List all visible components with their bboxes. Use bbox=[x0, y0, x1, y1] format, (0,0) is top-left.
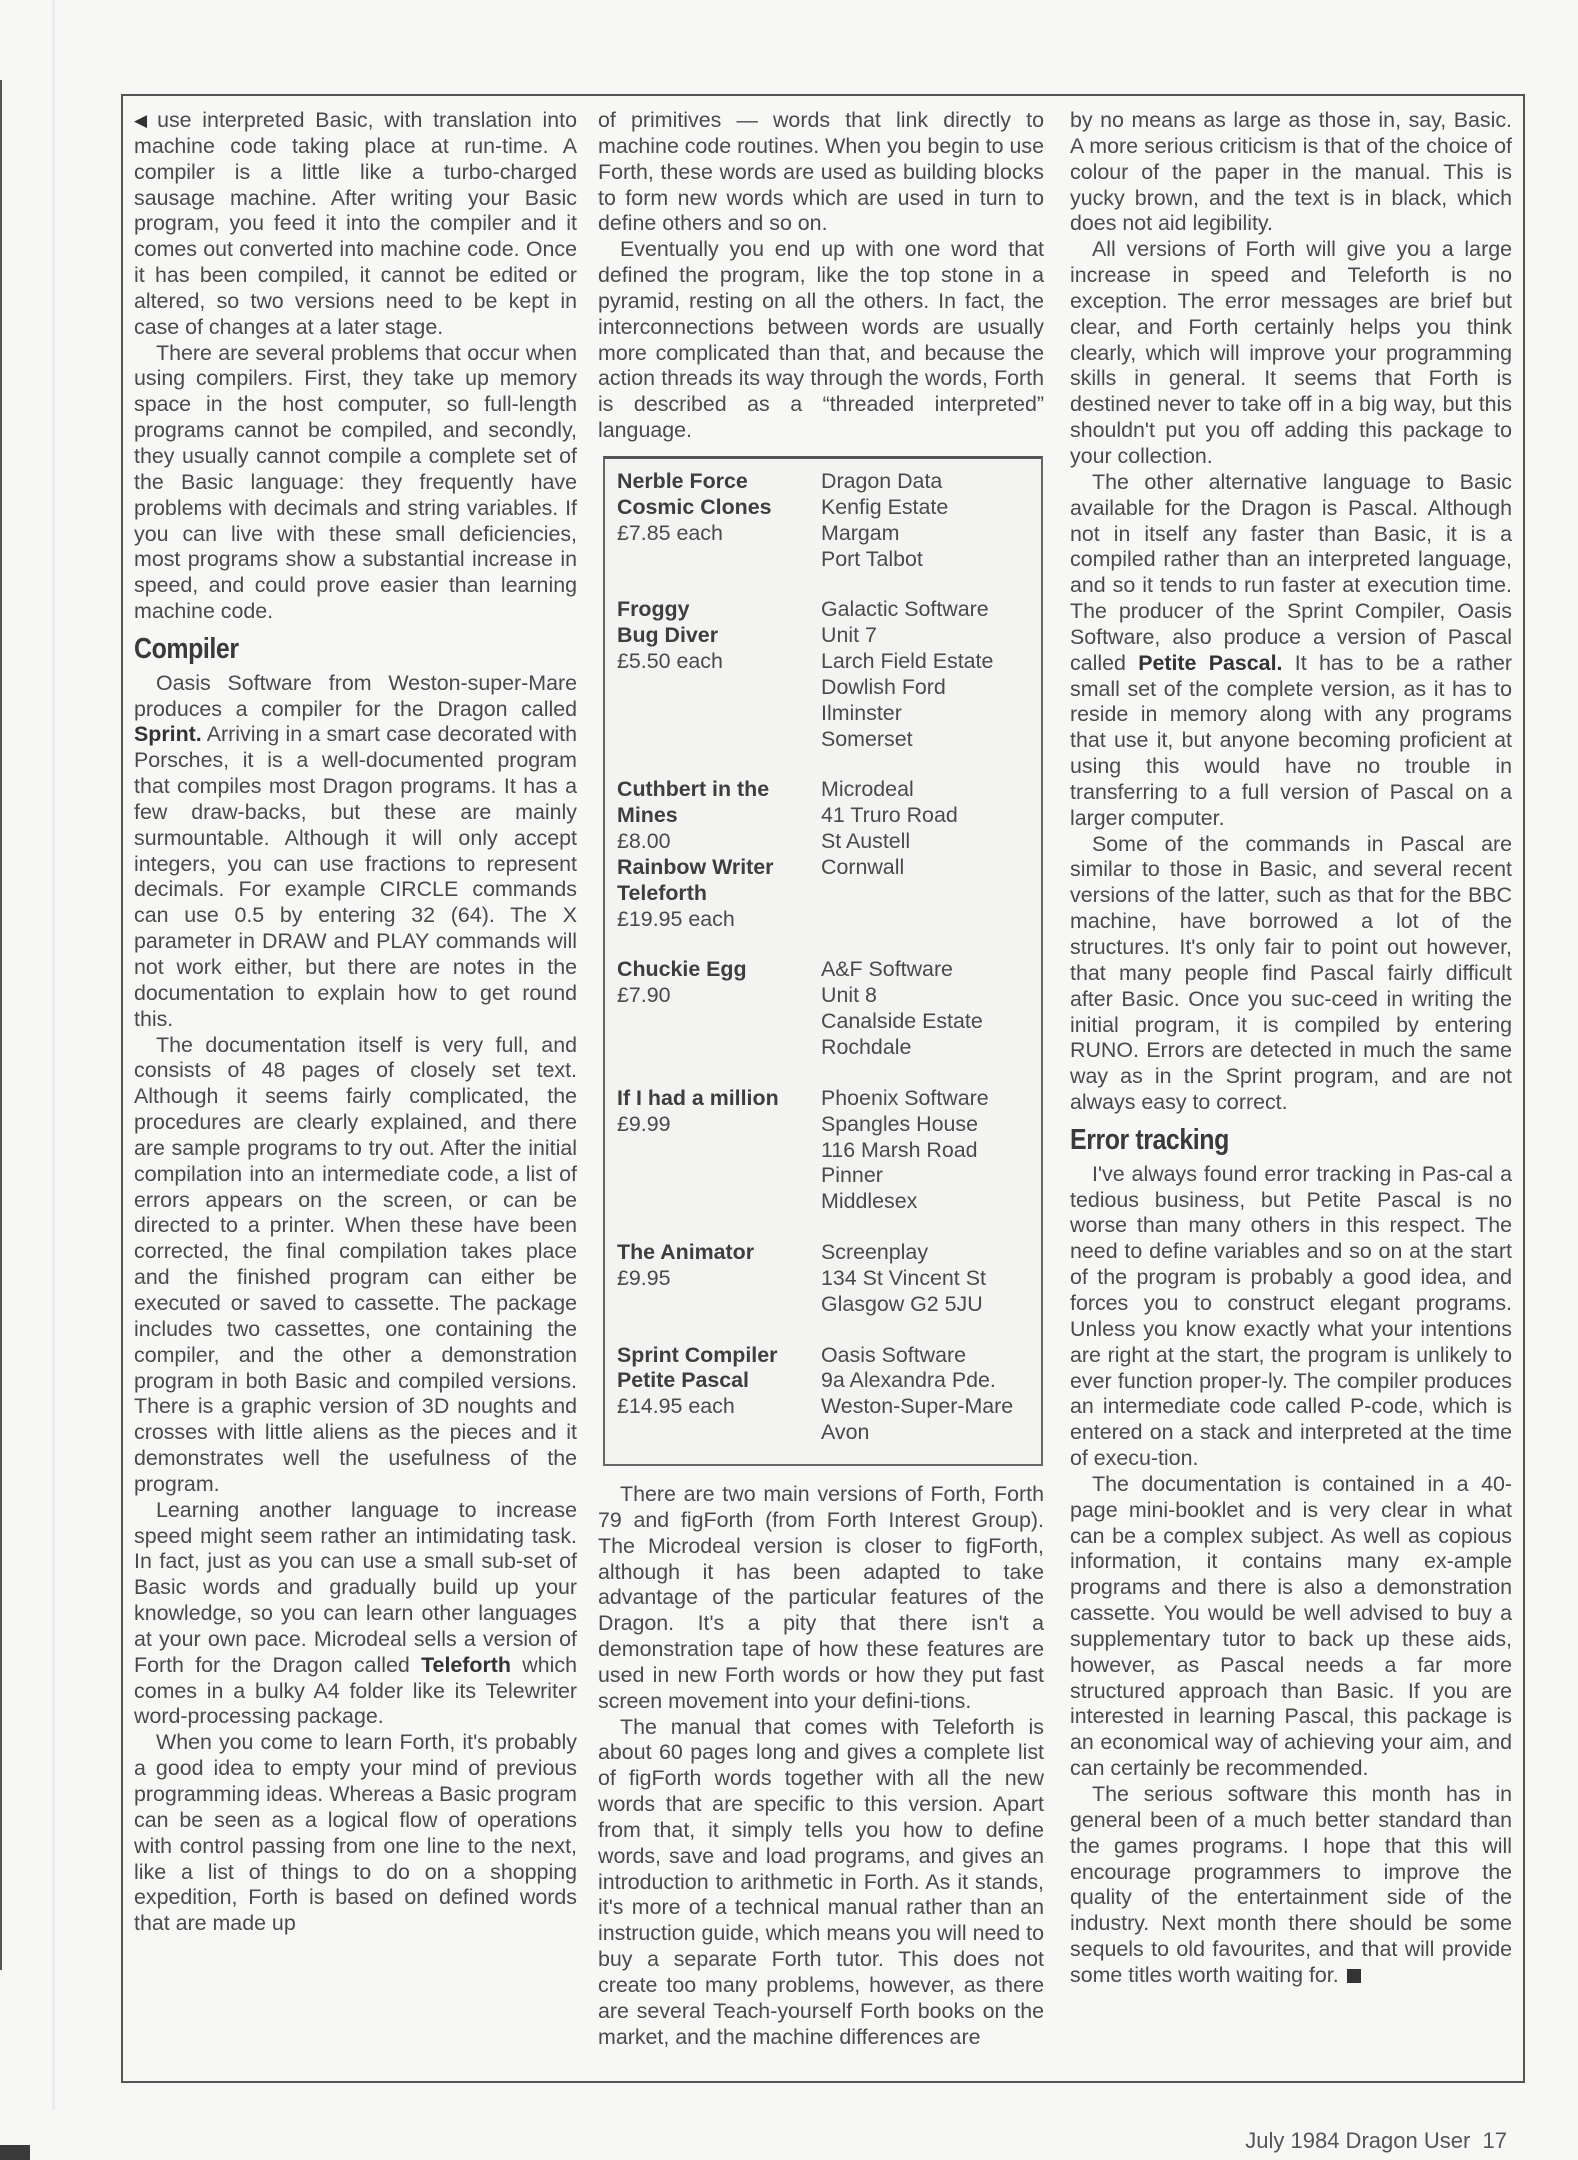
paragraph: The other alternative language to Basic available for the Dragon is Pascal. Although not in itself any faster than Basic, it is a compiled rather than an interpreted language, and so it tends to run faster at execution time. The producer of the Sprint Compiler, Oasis Software, also produce a version of Pascal called Petite Pascal. It has to be a rather small set of the complete version, as it has to reside in memory along with any programs that use it, but anyone becoming proficient at using this would have no trouble in transferring to a full version of Pascal on a larger computer. bbox=[1070, 469, 1512, 830]
product-price: £8.00 bbox=[617, 829, 671, 854]
paragraph: There are two main versions of Forth, Forth 79 and figForth (from Forth Interest Group). The Microdeal version is closer to figForth, although it has been adapted to take advantage of the particular features of the Dragon. It's a pity that there isn't a demonstration tape of how these features are used in new Forth words or how they put fast screen movement into your defini-tions. bbox=[598, 1481, 1044, 1713]
article-column-3 bbox=[1070, 108, 1512, 1989]
product-title: Cuthbert in the Mines bbox=[617, 777, 770, 828]
paragraph: Some of the commands in Pascal are similar to those in Basic, and several recent versions of the latter, such as that for the BBC machine, have borrowed a lot of the structures. It's only fair to point out however, that many people find Pascal fairly difficult after Basic. Once you suc-ceed in writing the initial program, it is compiled by entering RUNO. Errors are detected in much the same way as in the Sprint program, and are not always easy to correct. bbox=[1070, 831, 1512, 1115]
product-title: If I had a million bbox=[617, 1085, 779, 1110]
product-name-sprint: Sprint. bbox=[134, 722, 202, 747]
paragraph: Oasis Software from Weston-super-Mare produces a compiler for the Dragon called Sprint. Arriving in a smart case decorated with Porsches, it is a well-documented program that compiles most Dragon programs. It has a few draw-backs, but these are mainly surmountable. Although it will only accept integers, you can use fractions to represent decimals. For example CIRCLE commands can use 0.5 by entering 32 (64). The X parameter in DRAW and PLAY commands will not work either, but there are notes in the documentation to explain how to get round this. bbox=[134, 670, 577, 1031]
article-column-1 bbox=[134, 108, 577, 1937]
continued-arrow-icon: ◀ bbox=[134, 111, 148, 130]
product-entry bbox=[617, 957, 1031, 1060]
product-entry bbox=[617, 777, 1031, 932]
page-number: 17 bbox=[1482, 2128, 1507, 2153]
product-title: Froggy bbox=[617, 597, 690, 622]
product-info-box bbox=[603, 456, 1043, 1466]
paragraph: I've always found error tracking in Pas-cal a tedious business, but Petite Pascal is no worse than many others in this respect. The need to define variables and so on at the start of the program is probably a good idea, and forces you to construct elegant programs. Unless you know exactly what your intentions are right at the start, the program is unlikely to ever function proper-ly. The compiler produces an intermediate code called P-code, which is entered on a stack and interpreted at the time of execu-tion. bbox=[1070, 1161, 1512, 1471]
product-title: Petite Pascal bbox=[617, 1368, 749, 1393]
paragraph: ◀ use interpreted Basic, with translation into machine code taking place at run-time. A compiler is a little like a turbo-charged sausage machine. After writing your Basic program, you feed it into the compiler and it comes out converted into machine code. Once it has been compiled, it cannot be edited or altered, so two versions need to be kept in case of changes at a later stage. bbox=[134, 108, 577, 339]
product-name-teleforth: Teleforth bbox=[421, 1652, 511, 1677]
page-fold-line bbox=[52, 0, 55, 2110]
product-entry bbox=[617, 1086, 1031, 1215]
product-price: £19.95 each bbox=[617, 906, 735, 931]
paragraph: by no means as large as those in, say, Basic. A more serious criticism is that of the choice of colour of the paper in the manual. This is yucky brown, and the text is in black, which does not aid legibility. bbox=[1070, 108, 1512, 236]
product-entry bbox=[617, 1343, 1031, 1446]
product-title: The Animator bbox=[617, 1240, 755, 1265]
product-title: Nerble Force bbox=[617, 468, 748, 493]
product-price: £7.90 bbox=[617, 983, 671, 1008]
product-price: £14.95 each bbox=[617, 1394, 735, 1419]
paragraph: Eventually you end up with one word that defined the program, like the top stone in a pyramid, resting on all the others. In fact, the interconnections between words are usually more complicated than that, and because the action threads its way through the words, Forth is described as a “threaded interpreted” language. bbox=[598, 237, 1044, 443]
product-price: £9.99 bbox=[617, 1111, 671, 1136]
paragraph: There are several problems that occur when using compilers. First, they take up memory space in the host computer, so full-length programs cannot be compiled, and secondly, they usually cannot compile a complete set of the Basic language: they frequently have problems with decimals and string variables. If you can live with these small deficiencies, most programs show a substantial increase in speed, and could prove easier than learning machine code. bbox=[134, 340, 577, 624]
publisher-address: Microdeal 41 Truro Road St Austell Cornwall bbox=[821, 777, 958, 879]
section-heading-compiler: Compiler bbox=[134, 632, 239, 665]
product-title: Bug Diver bbox=[617, 623, 719, 648]
product-entry bbox=[617, 597, 1031, 752]
end-of-article-square-icon bbox=[1347, 1969, 1361, 1983]
section-heading-error-tracking: Error tracking bbox=[1070, 1123, 1229, 1156]
page-edge-shadow bbox=[0, 80, 2, 1970]
publisher-address: Dragon Data Kenfig Estate Margam Port Talbot bbox=[821, 468, 949, 571]
publisher-address: Screenplay 134 St Vincent St Glasgow G2 5JU bbox=[821, 1240, 986, 1316]
product-title: Sprint Compiler bbox=[617, 1342, 778, 1367]
product-price: £7.85 each bbox=[617, 520, 723, 545]
product-entry bbox=[617, 1240, 1031, 1318]
paragraph: Learning another language to increase speed might seem rather an intimidating task. In fact, just as you can use a small sub-set of Basic words and gradually build up your knowledge, so you can learn other languages at your own pace. Microdeal sells a version of Forth for the Dragon called Teleforth which comes in a bulky A4 folder like its Telewriter word-processing package. bbox=[134, 1497, 577, 1729]
scan-corner-mark bbox=[0, 2145, 30, 2160]
issue-label: July 1984 Dragon User bbox=[1245, 2128, 1471, 2153]
publisher-address: Phoenix Software Spangles House 116 Marsh Road Pinner Middlesex bbox=[821, 1085, 989, 1214]
paragraph: of primitives — words that link directly to machine code routines. When you begin to use Forth, these words are used as building blocks to form new words which are used in turn to define others and so on. bbox=[598, 108, 1044, 236]
product-title: Cosmic Clones bbox=[617, 494, 772, 519]
product-title: Teleforth bbox=[617, 880, 707, 905]
paragraph: All versions of Forth will give you a large increase in speed and Teleforth is no exception. The error messages are brief but clear, and Forth certainly helps you think clearly, which will improve your programming skills in general. It seems that Forth is destined never to take off in a big way, but this shouldn't put you off adding this package to your collection. bbox=[1070, 237, 1512, 468]
paragraph: When you come to learn Forth, it's probably a good idea to empty your mind of previous programming ideas. Whereas a Basic program can be seen as a logical flow of operations with control passing from one line to the next, like a list of things to do on a shopping expedition, Forth is based on defined words that are made up bbox=[134, 1730, 577, 1936]
publisher-address: Oasis Software 9a Alexandra Pde. Weston-Super-Mare Avon bbox=[821, 1342, 1014, 1445]
page-footer bbox=[1245, 2128, 1507, 2154]
product-entry bbox=[617, 469, 1031, 572]
paragraph: The manual that comes with Teleforth is about 60 pages long and gives a complete list of figForth words together with all the new words that are specific to this version. Apart from that, it simply tells you how to define words, save and load programs, and gives an introduction to arithmetic in Forth. As it stands, it's more of a technical manual rather than an instruction guide, which means you will need to buy a separate Forth tutor. This does not create too many problems, however, as there are several Teach-yourself Forth books on the market, and the machine differences are bbox=[598, 1714, 1044, 2049]
product-price: £9.95 bbox=[617, 1265, 671, 1290]
product-price: £5.50 each bbox=[617, 649, 723, 674]
article-column-2 bbox=[598, 108, 1044, 2051]
publisher-address: A&F Software Unit 8 Canalside Estate Rochdale bbox=[821, 957, 983, 1059]
product-title: Rainbow Writer bbox=[617, 854, 774, 879]
paragraph: The documentation is contained in a 40-page mini-booklet and is very clear in what can be a complex subject. As well as copious information, it contains many ex-ample programs and there is also a demonstration cassette. You would be well advised to buy a supplementary tutor to back up these aids, however, as Pascal needs a far more structured approach than Basic. If you are interested in learning Pascal, this package is an economical way of achieving your aim, and can certainly be recommended. bbox=[1070, 1471, 1512, 1781]
product-name-petite-pascal: Petite Pascal. bbox=[1138, 650, 1283, 675]
product-title: Chuckie Egg bbox=[617, 957, 747, 982]
publisher-address: Galactic Software Unit 7 Larch Field Estate Dowlish Ford Ilminster Somerset bbox=[821, 597, 994, 751]
paragraph: The serious software this month has in general been of a much better standard than the games programs. I hope that this will encourage programmers to improve the quality of the entertainment side of the industry. Next month there should be some sequels to old favourites, and that will provide some titles worth waiting for. bbox=[1070, 1782, 1512, 1987]
paragraph: The documentation itself is very full, and consists of 48 pages of closely set text. Although it seems fairly complicated, the procedures are clearly explained, and there are sample programs to try out. After the initial compilation into an intermediate code, a list of errors appears on the screen, or can be directed to a printer. When these have been corrected, the final compilation takes place and the finished program can either be executed or saved to cassette. The package includes two cassettes, one containing the compiler, and the other a demonstration program in both Basic and compiled versions. There is a graphic version of 3D noughts and crosses with little aliens as the pieces and it demonstrates well the usefulness of the program. bbox=[134, 1032, 577, 1496]
